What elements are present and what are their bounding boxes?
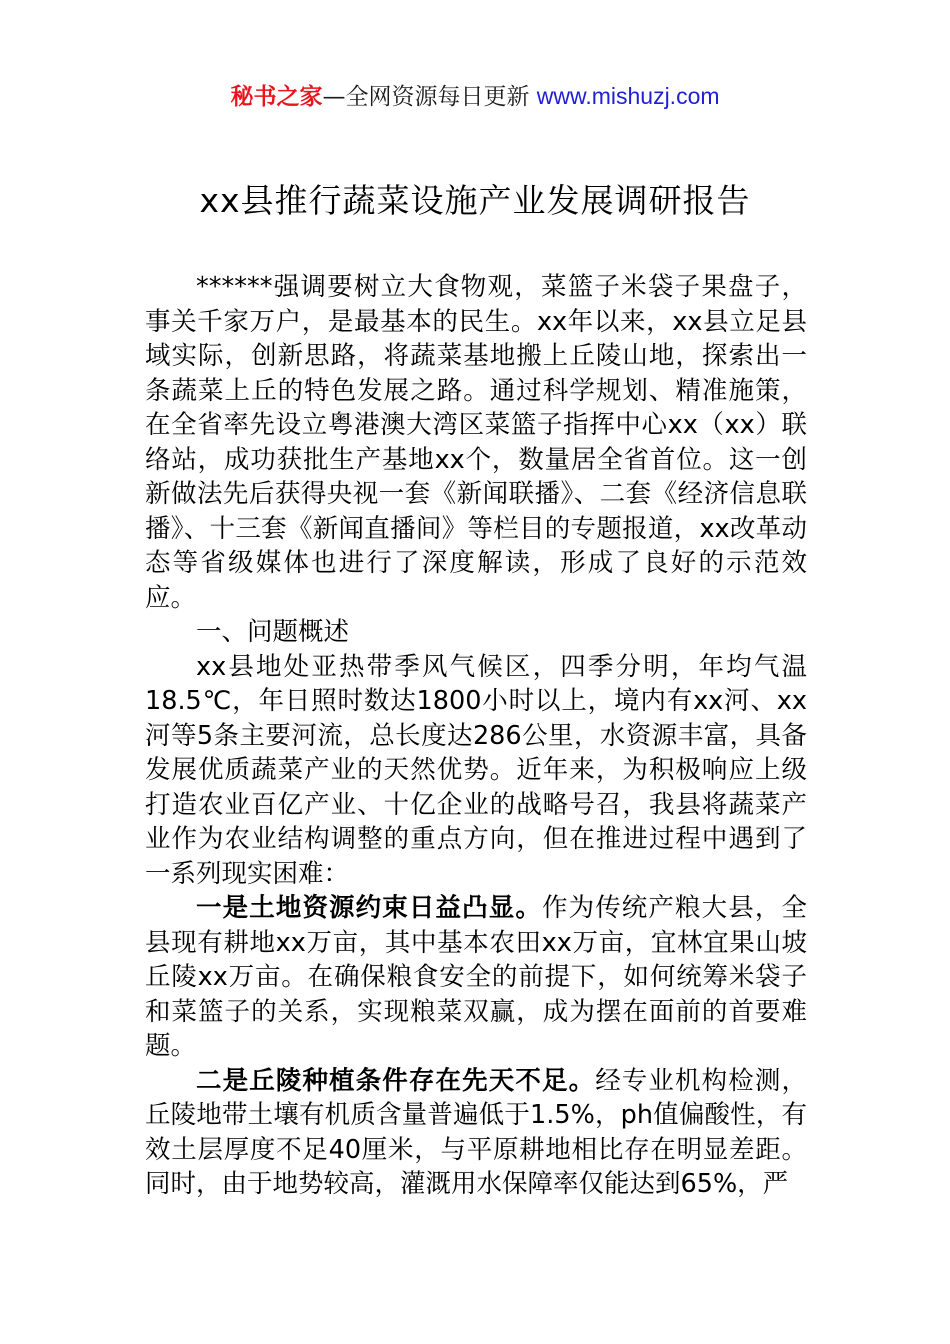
document-title: xx县推行蔬菜设施产业发展调研报告 bbox=[199, 181, 751, 220]
issue-lead-conditions: 二是丘陵种植条件存在先天不足。 bbox=[196, 1065, 596, 1096]
section-heading: 一、问题概述 bbox=[196, 617, 350, 647]
issue-text-land: 作为传统产粮大县，全县现有耕地xx万亩，其中基本农田xx万亩，宜林宜果山坡丘陵xx万亩。在确保粮食安全的前提下，如何统筹米袋子和菜篮子的关系，实现粮菜双赢，成为摆在面前的首要难题。 bbox=[145, 893, 807, 1061]
issue-lead-land: 一是土地资源约束日益凸显。 bbox=[196, 893, 542, 923]
issue-paragraph-conditions bbox=[145, 1064, 807, 1202]
intro-paragraph: ******强调要树立大食物观，菜篮子米袋子果盘子，事关千家万户，是最基本的民生。xx年以来，xx县立足县域实际，创新思路，将蔬菜基地搬上丘陵山地，探索出一条蔬菜上丘的特色发展之路。通过科学规划、精准施策，在全省率先设立粤港澳大湾区菜篮子指挥中心xx（xx）联络站，成功获批生产基地xx个，数量居全省首位。这一创新做法先后获得央视一套《新闻联播》、二套《经济信息联播》、十三套《新闻直播间》等栏目的专题报道，xx改革动态等省级媒体也进行了深度解读，形成了良好的示范效应。 bbox=[145, 272, 807, 613]
site-header bbox=[0, 80, 950, 113]
document-body bbox=[145, 270, 807, 1202]
issue-text-conditions: 经专业机构检测，丘陵地带土壤有机质含量普遍低于1.5%，ph值偏酸性，有效土层厚度不足40厘米，与平原耕地相比存在明显差距。同时，由于地势较高，灌溉用水保障率仅能达到65%，严 bbox=[145, 1065, 807, 1199]
overview-paragraph: xx县地处亚热带季风气候区，四季分明，年均气温18.5℃，年日照时数达1800小时以上，境内有xx河、xx河等5条主要河流，总长度达286公里，水资源丰富，具备发展优质蔬菜产业的天然优势。近年来，为积极响应上级打造农业百亿产业、十亿企业的战略号召，我县将蔬菜产业作为农业结构调整的重点方向，但在推进过程中遇到了一系列现实困难： bbox=[145, 651, 807, 889]
issue-paragraph-land bbox=[145, 891, 807, 1064]
site-brand: 秘书之家 bbox=[230, 84, 323, 110]
site-url-link[interactable]: www.mishuzj.com bbox=[536, 83, 720, 109]
site-tagline: —全网资源每日更新 bbox=[322, 84, 537, 110]
